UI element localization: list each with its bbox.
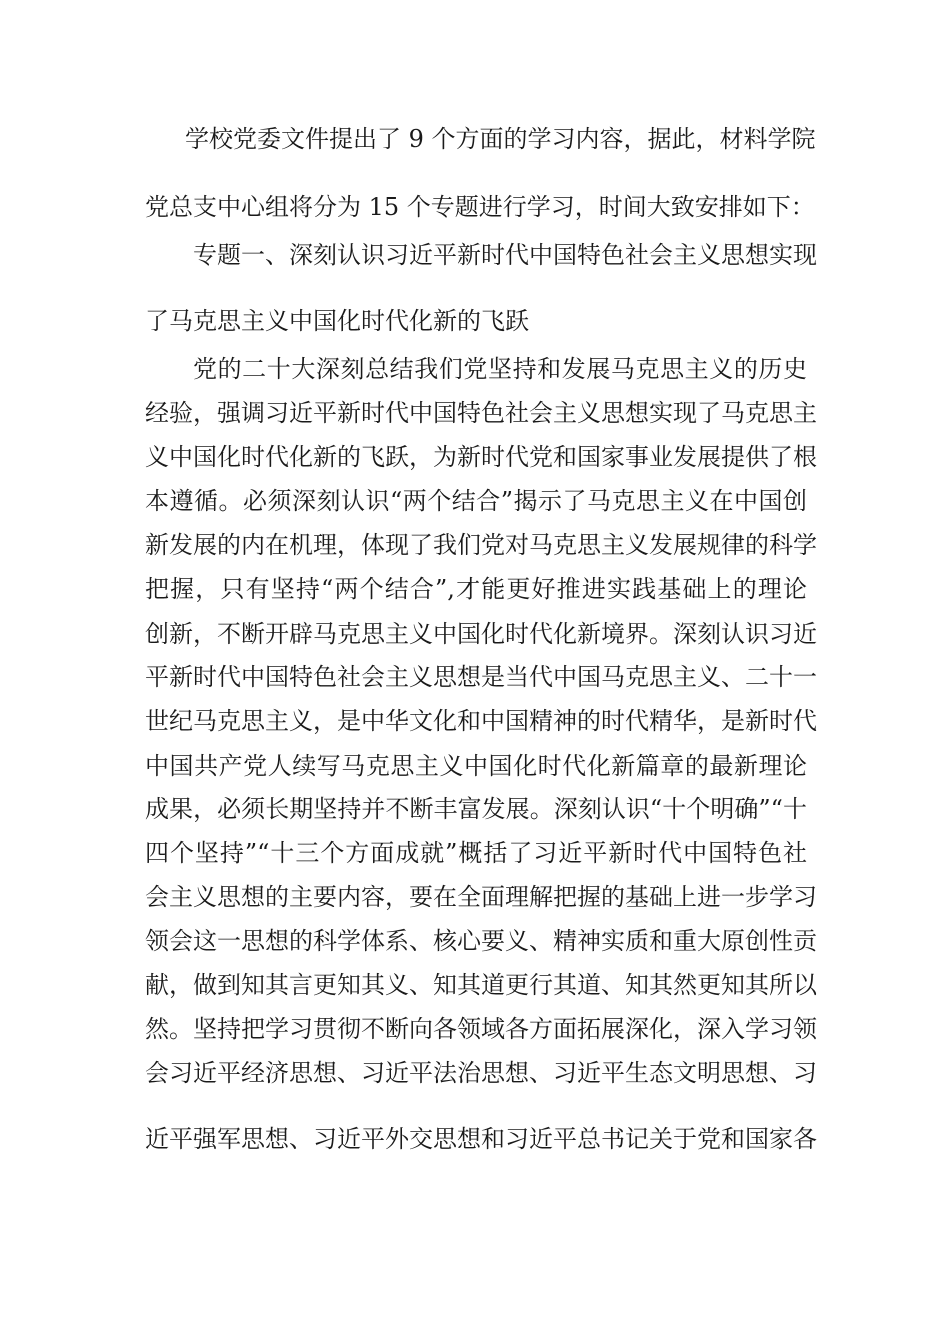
text-line-22: 近平强军思想、习近平外交思想和习近平总书记关于党和国家各 — [145, 1125, 817, 1153]
section-heading-line-2: 了马克思主义中国化时代化新的飞跃 — [145, 307, 529, 335]
text-line-21: 会习近平经济思想、习近平法治思想、习近平生态文明思想、习 — [145, 1059, 817, 1087]
section-heading-line-1: 专题一、深刻认识习近平新时代中国特色社会主义思想实现 — [193, 241, 817, 269]
text-line-9: 新发展的内在机理，体现了我们党对马克思主义发展规律的科学 — [145, 531, 817, 559]
text-line-16: 四个坚持”“十三个方面成就”概括了习近平新时代中国特色社 — [145, 839, 807, 867]
text-line-2: 党总支中心组将分为 15 个专题进行学习，时间大致安排如下： — [145, 193, 815, 221]
text-line-18: 领会这一思想的科学体系、核心要义、精神实质和重大原创性贡 — [145, 927, 817, 955]
text-line-10: 把握，只有坚持“两个结合”,才能更好推进实践基础上的理论 — [145, 575, 807, 603]
text-line-12: 平新时代中国特色社会主义思想是当代中国马克思主义、二十一 — [145, 663, 817, 691]
text-line-20: 然。坚持把学习贯彻不断向各领域各方面拓展深化，深入学习领 — [145, 1015, 817, 1043]
text-line-1: 学校党委文件提出了 9 个方面的学习内容，据此，材料学院 — [185, 125, 816, 153]
text-line-15: 成果，必须长期坚持并不断丰富发展。深刻认识“十个明确”“十 — [145, 795, 807, 823]
text-line-17: 会主义思想的主要内容，要在全面理解把握的基础上进一步学习 — [145, 883, 817, 911]
text-line-5: 党的二十大深刻总结我们党坚持和发展马克思主义的历史 — [193, 355, 807, 383]
text-line-14: 中国共产党人续写马克思主义中国化时代化新篇章的最新理论 — [145, 752, 807, 780]
text-line-8: 本遵循。必须深刻认识“两个结合”揭示了马克思主义在中国创 — [145, 487, 807, 515]
text-line-19: 献，做到知其言更知其义、知其道更行其道、知其然更知其所以 — [145, 971, 817, 999]
text-line-11: 创新，不断开辟马克思主义中国化时代化新境界。深刻认识习近 — [145, 620, 817, 648]
text-line-13: 世纪马克思主义，是中华文化和中国精神的时代精华，是新时代 — [145, 707, 817, 735]
text-line-6: 经验，强调习近平新时代中国特色社会主义思想实现了马克思主 — [145, 399, 817, 427]
text-line-7: 义中国化时代化新的飞跃，为新时代党和国家事业发展提供了根 — [145, 443, 817, 471]
